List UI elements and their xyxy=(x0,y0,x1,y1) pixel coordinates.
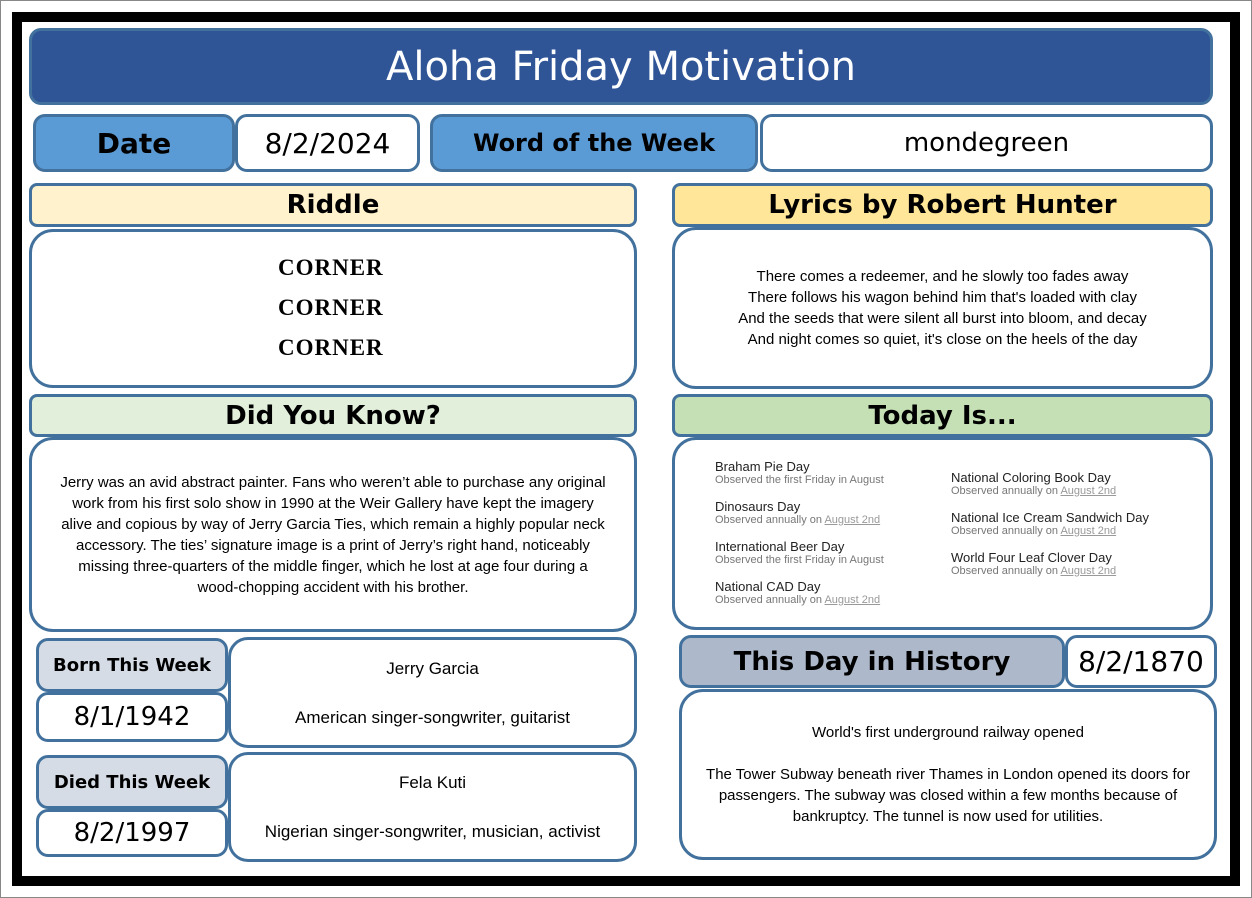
lyrics-heading: Lyrics by Robert Hunter xyxy=(672,183,1213,227)
holiday-name: National CAD Day xyxy=(715,579,821,594)
born-panel xyxy=(228,637,637,748)
this-day-in-history-label: This Day in History xyxy=(679,635,1065,688)
history-date: 8/2/1870 xyxy=(1065,635,1217,688)
holiday-observed: Observed annually on August 2nd xyxy=(715,514,881,526)
date-link[interactable]: August 2nd xyxy=(1060,565,1117,577)
date-link[interactable]: August 2nd xyxy=(824,514,881,526)
riddle-line: CORNER xyxy=(278,295,384,320)
lyrics-line: There follows his wagon behind him that's loaded with clay xyxy=(748,289,1137,306)
born-date: 8/1/1942 xyxy=(36,692,228,742)
did-you-know-line: Jerry was an avid abstract painter. Fans who weren’t able to purchase any original xyxy=(60,473,606,491)
born-person-name: Jerry Garcia xyxy=(386,658,479,678)
history-line: The Tower Subway beneath river Thames in London opened its doors for xyxy=(706,766,1190,783)
holiday-observed: Observed annually on August 2nd xyxy=(715,594,881,606)
date-link[interactable]: August 2nd xyxy=(824,594,881,606)
history-panel xyxy=(679,689,1217,860)
did-you-know-heading: Did You Know? xyxy=(29,394,637,437)
holiday-name: Braham Pie Day xyxy=(715,459,810,474)
history-line: bankruptcy. The tunnel is now used for utilities. xyxy=(792,808,1104,825)
holiday-item xyxy=(715,539,884,566)
today-is-heading: Today Is... xyxy=(672,394,1213,437)
holiday-observed: Observed annually on August 2nd xyxy=(951,485,1117,497)
date-link[interactable]: August 2nd xyxy=(1060,525,1117,537)
holiday-item xyxy=(951,550,1149,577)
did-you-know-line: alive and copious by way of Jerry Garcia Ties, which remain a highly popular neck xyxy=(61,515,605,533)
date-link[interactable]: August 2nd xyxy=(1060,485,1117,497)
died-this-week-label: Died This Week xyxy=(36,755,228,809)
did-you-know-line: wood-chopping accident with his brother. xyxy=(197,578,469,596)
history-headline: World's first underground railway opened xyxy=(812,724,1084,741)
history-line: passengers. The subway was closed within a few months because of xyxy=(718,787,1178,804)
did-you-know-line: missing three-quarters of the middle finger, which he lost at age four during a xyxy=(78,557,588,575)
died-person-description: Nigerian singer-songwriter, musician, activist xyxy=(264,822,601,841)
holiday-name: National Ice Cream Sandwich Day xyxy=(951,510,1149,525)
lyrics-line: There comes a redeemer, and he slowly too fades away xyxy=(756,268,1129,285)
did-you-know-line: accessory. The ties’ signature image is a print of Jerry’s right hand, noticeably xyxy=(76,536,590,554)
did-you-know-panel xyxy=(29,437,637,632)
riddle-line: CORNER xyxy=(278,255,384,280)
today-list-left xyxy=(715,459,884,619)
today-list-right xyxy=(951,470,1149,590)
holiday-name: World Four Leaf Clover Day xyxy=(951,550,1112,565)
riddle-image xyxy=(278,248,384,368)
today-is-panel xyxy=(672,437,1213,630)
died-date: 8/2/1997 xyxy=(36,809,228,857)
died-panel xyxy=(228,752,637,862)
born-this-week-label: Born This Week xyxy=(36,638,228,692)
holiday-item xyxy=(951,510,1149,537)
died-person-name: Fela Kuti xyxy=(398,773,467,792)
lyrics-line: And the seeds that were silent all burst into bloom, and decay xyxy=(738,310,1147,327)
holiday-item xyxy=(715,499,884,526)
holiday-name: National Coloring Book Day xyxy=(951,470,1111,485)
holiday-item xyxy=(715,459,884,486)
date-label: Date xyxy=(33,114,235,172)
holiday-observed: Observed the first Friday in August xyxy=(715,474,884,486)
date-value: 8/2/2024 xyxy=(235,114,420,172)
holiday-observed: Observed annually on August 2nd xyxy=(951,565,1117,577)
riddle-heading: Riddle xyxy=(29,183,637,227)
holiday-name: Dinosaurs Day xyxy=(715,499,801,514)
page-title: Aloha Friday Motivation xyxy=(29,28,1213,105)
holiday-item xyxy=(951,470,1149,497)
riddle-line: CORNER xyxy=(278,335,384,360)
riddle-panel xyxy=(29,229,637,388)
holiday-item xyxy=(715,579,884,606)
born-person-description: American singer-songwriter, guitarist xyxy=(295,707,570,727)
word-of-week-value: mondegreen xyxy=(760,114,1213,172)
holiday-observed: Observed the first Friday in August xyxy=(715,554,884,566)
lyrics-panel xyxy=(672,227,1213,389)
word-of-week-label: Word of the Week xyxy=(430,114,758,172)
did-you-know-line: work from his first solo show in 1990 at the Weir Gallery have kept the imagery xyxy=(72,494,594,512)
lyrics-line: And night comes so quiet, it's close on the heels of the day xyxy=(747,331,1138,348)
holiday-observed: Observed annually on August 2nd xyxy=(951,525,1117,537)
holiday-name: International Beer Day xyxy=(715,539,845,554)
